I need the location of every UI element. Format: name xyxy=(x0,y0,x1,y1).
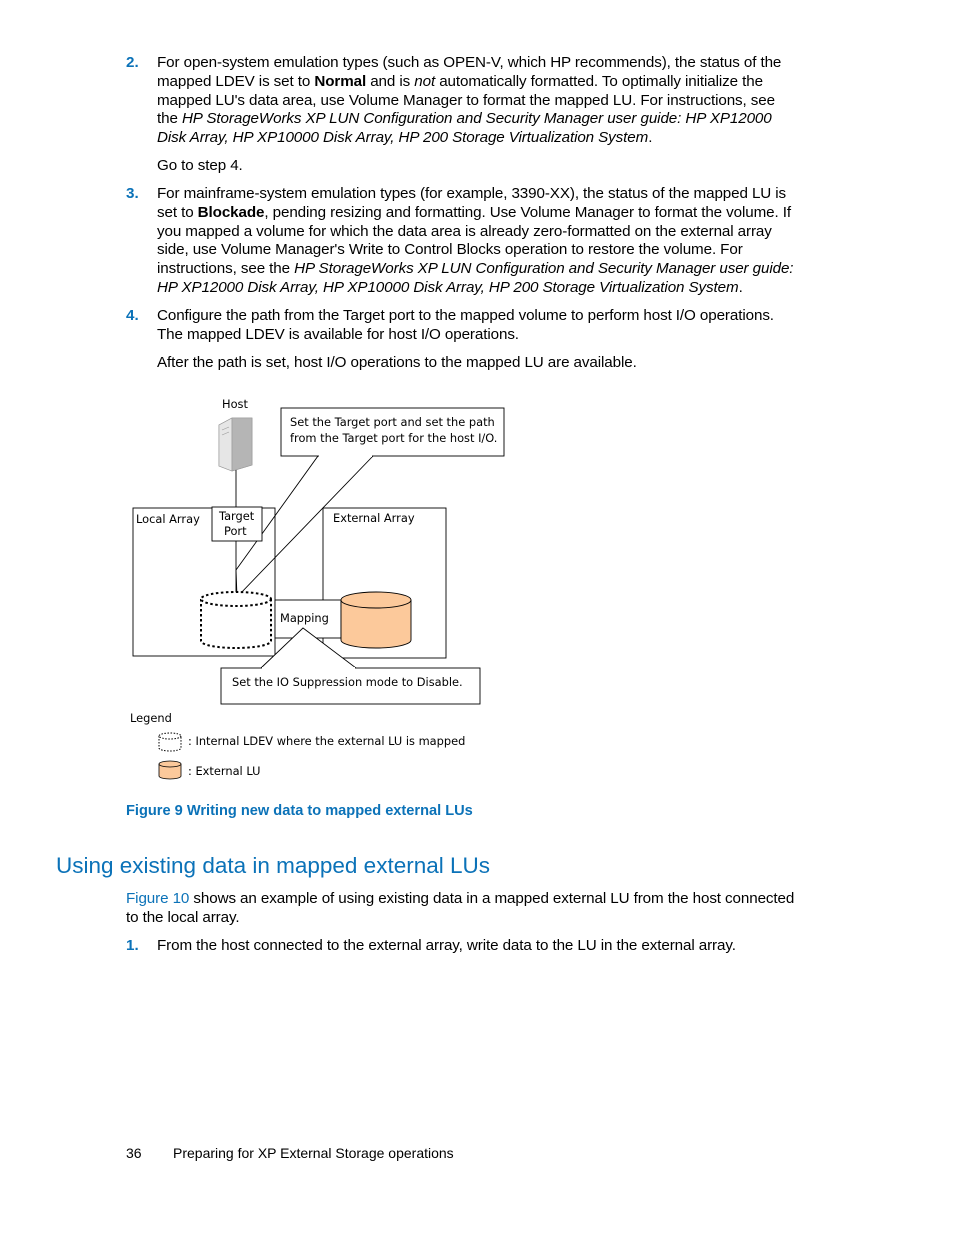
target-port-label-2: Port xyxy=(224,524,247,538)
italic-reference: not xyxy=(414,73,436,90)
page-number: 36 xyxy=(126,1145,142,1161)
text-run: side, use Volume Manager's Write to Control Blocks operation to restore the volume. For xyxy=(157,241,743,258)
list-number: 4. xyxy=(126,307,139,324)
go-to-step-text: Go to step 4. xyxy=(157,157,243,174)
text-run: instructions, see the xyxy=(157,260,295,277)
host-label: Host xyxy=(222,397,248,411)
list-number: 1. xyxy=(126,937,139,954)
intro-line-2: to the local array. xyxy=(126,909,240,926)
list-number: 3. xyxy=(126,185,139,202)
italic-reference: HP XP12000 Disk Array, HP XP10000 Disk Array, HP 200 Storage Virtualization System xyxy=(157,279,739,296)
text-run: automatically formatted. To optimally initialize the xyxy=(435,73,763,90)
text-run: mapped LDEV is set to xyxy=(157,73,315,90)
legend-external-lu-icon xyxy=(159,761,181,779)
text-run: you mapped a volume for which the data area is already zero-formatted on the external array xyxy=(157,223,772,240)
text-run: Configure the path from the Target port to the mapped volume to perform host I/O operations. xyxy=(157,307,774,324)
text-run: For mainframe-system emulation types (for example, 3390-XX), the status of the mapped LU is xyxy=(157,185,787,202)
intro-line-1 xyxy=(126,890,794,909)
footer-title: Preparing for XP External Storage operations xyxy=(173,1145,454,1161)
target-port-label-1: Target xyxy=(219,509,255,523)
mapping-label: Mapping xyxy=(280,611,329,625)
text-run: . xyxy=(648,129,653,146)
external-lu-cylinder xyxy=(341,592,411,648)
section-heading: Using existing data in mapped external LUs xyxy=(56,853,490,878)
legend-internal-ldev-icon xyxy=(159,733,181,751)
internal-ldev-cylinder xyxy=(201,592,271,648)
bold-term: Blockade xyxy=(197,204,265,221)
bold-term: Normal xyxy=(314,73,367,90)
legend-internal-label: : Internal LDEV where the external LU is mapped xyxy=(188,734,466,748)
text-run: The mapped LDEV is available for host I/O operations. xyxy=(157,326,519,343)
list-item-1-text: From the host connected to the external array, write data to the LU in the external array. xyxy=(157,937,736,954)
callout-top-line-2: from the Target port for the host I/O. xyxy=(290,431,498,445)
callout-bottom-text: Set the IO Suppression mode to Disable. xyxy=(232,675,463,689)
local-array-label: Local Array xyxy=(136,512,200,526)
figure-caption: Figure 9 Writing new data to mapped external LUs xyxy=(126,803,473,819)
italic-reference: HP StorageWorks XP LUN Configuration and Security Manager user guide: xyxy=(294,260,794,277)
host-server-icon xyxy=(219,418,252,471)
text-run: and is xyxy=(366,73,415,90)
external-array-label: External Array xyxy=(333,511,415,525)
text-run: set to xyxy=(157,204,198,221)
italic-reference: HP StorageWorks XP LUN Configuration and Security Manager user guide: HP XP12000 xyxy=(181,110,772,127)
text-run: mapped LU's data area, use Volume Manager to format the mapped LU. For instructions, see xyxy=(157,92,775,109)
callout-top-line-1: Set the Target port and set the path xyxy=(290,415,495,429)
text-run: , pending resizing and formatting. Use Volume Manager to format the volume. If xyxy=(264,204,791,221)
text-run: For open-system emulation types (such as OPEN-V, which HP recommends), the status of the xyxy=(157,54,782,71)
figure-10-link[interactable]: Figure 10 xyxy=(126,890,190,907)
legend-title: Legend xyxy=(130,711,172,725)
text-run: . xyxy=(738,279,743,296)
italic-reference: Disk Array, HP XP10000 Disk Array, HP 200 Storage Virtualization System xyxy=(157,129,649,146)
legend-external-label: : External LU xyxy=(188,764,261,778)
intro-line-1-text: shows an example of using existing data in a mapped external LU from the host connected xyxy=(189,890,795,907)
text-run: the xyxy=(157,110,182,127)
callout-target-port xyxy=(236,408,504,597)
after-path-text: After the path is set, host I/O operations to the mapped LU are available. xyxy=(157,354,637,371)
list-number: 2. xyxy=(126,54,139,71)
